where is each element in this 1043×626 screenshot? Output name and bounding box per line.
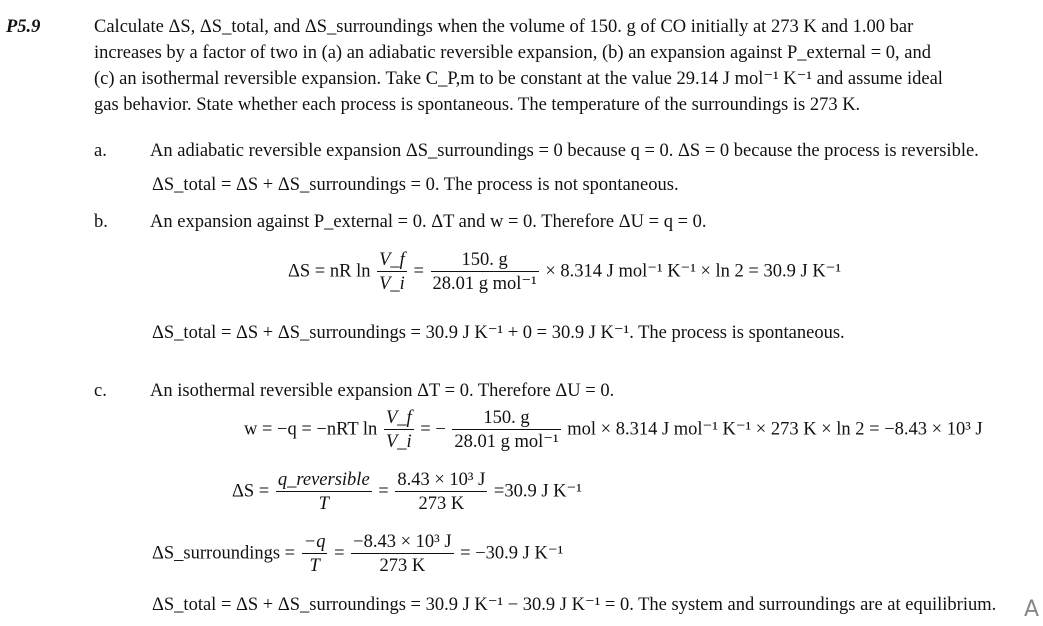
part-c-moles-fraction (452, 408, 560, 453)
statement-line-3: (c) an isothermal reversible expansion. Take C_P,m to be constant at the value 29.14 J mol⁻¹ K⁻¹ and assume ideal (94, 69, 943, 89)
part-c-qrev-over-t (276, 470, 372, 515)
part-c-temp2: 273 K (379, 556, 426, 577)
statement-line-4: gas behavior. State whether each process is spontaneous. The temperature of the surroundings is 273 K. (94, 95, 861, 115)
part-b-vi: V_i (379, 274, 405, 295)
part-b-vf: V_f (377, 250, 407, 272)
part-c-mass: 150. g (452, 408, 560, 430)
part-c-line-1: An isothermal reversible expansion ΔT = 0. Therefore ΔU = 0. (150, 381, 615, 401)
problem-statement (94, 14, 1024, 118)
part-c-negq: −q (302, 532, 328, 554)
part-c-heat-over-temp (395, 470, 487, 515)
statement-line-1: Calculate ΔS, ΔS_total, and ΔS_surroundings when the volume of 150. g of CO initially at 273 K and 1.00 bar (94, 17, 914, 37)
part-c-s-lhs: ΔS = (232, 481, 270, 502)
statement-line-2: increases by a factor of two in (a) an adiabatic reversible expansion, (b) an expansion against P_external = 0, and (94, 43, 931, 63)
part-c-sur-lhs: ΔS_surroundings = (152, 543, 296, 564)
part-b-line-1: An expansion against P_external = 0. ΔT and w = 0. Therefore ΔU = q = 0. (150, 212, 707, 232)
part-b-label: b. (94, 212, 108, 232)
part-c-qrev: q_reversible (276, 470, 372, 492)
part-b-eq-rhs: × 8.314 J mol⁻¹ K⁻¹ × ln 2 = 30.9 J K⁻¹ (545, 261, 841, 282)
part-c-entropy-equation: ΔS = $\frac{\text{q\_reversible}}{T}$ = $\frac{\text{8.43 × 10³ J}}{273 K}$ =30.9 J K⁻¹ (232, 470, 582, 515)
part-c-t: T (318, 494, 329, 515)
part-a-line-2: ΔS_total = ΔS + ΔS_surroundings = 0. The process is not spontaneous. (152, 175, 679, 195)
part-b-entropy-equation: ΔS = nR ln $\frac{V\_f}{V\_i}$ = $\frac{150. g}{\text{28.01 g mol⁻¹}}$ × 8.314 J mol⁻¹ K⁻¹ × ln 2 = 30.9 J K⁻¹ (288, 250, 841, 295)
part-c-w-lhs: w = −q = −nRT ln (244, 419, 378, 440)
part-b-mass: 150. g (431, 250, 539, 272)
part-c-work-equation: w = −q = −nRT ln $\frac{V\_f}{V\_i}$ = − $\frac{150. g}{\text{28.01 g mol⁻¹}}$ mol × 8.314 J mol⁻¹ K⁻¹ × 273 K × ln 2 = −8.43 × 10³ J (244, 408, 983, 453)
part-c-total: ΔS_total = ΔS + ΔS_surroundings = 30.9 J K⁻¹ − 30.9 J K⁻¹ = 0. The system and surroundings are at equilibrium. (152, 595, 997, 615)
part-c-vi: V_i (385, 432, 412, 453)
part-c-negheat-over-temp (351, 532, 453, 577)
part-c-temp: 273 K (418, 494, 465, 515)
part-c-negheat: −8.43 × 10³ J (351, 532, 453, 554)
part-a-label: a. (94, 141, 107, 161)
part-c-volume-ratio (384, 408, 414, 453)
problem-number: P5.9 (6, 17, 41, 37)
part-c-label: c. (94, 381, 107, 401)
part-b-total: ΔS_total = ΔS + ΔS_surroundings = 30.9 J K⁻¹ + 0 = 30.9 J K⁻¹. The process is spontaneous. (152, 323, 845, 343)
part-c-heat: 8.43 × 10³ J (395, 470, 487, 492)
part-c-sur-rhs: = −30.9 J K⁻¹ (460, 543, 564, 564)
part-b-molar-mass: 28.01 g mol⁻¹ (432, 274, 537, 295)
part-c-molar-mass: 28.01 g mol⁻¹ (454, 432, 559, 453)
part-c-w-rhs: mol × 8.314 J mol⁻¹ K⁻¹ × 273 K × ln 2 = −8.43 × 10³ J (567, 419, 983, 440)
part-b-volume-ratio (377, 250, 407, 295)
part-c-negq-over-t (302, 532, 328, 577)
part-c-s-rhs: =30.9 J K⁻¹ (493, 481, 582, 502)
part-a-line-1: An adiabatic reversible expansion ΔS_surroundings = 0 because q = 0. ΔS = 0 because the process is reversible. (150, 141, 979, 161)
corner-mark: A (1023, 597, 1039, 622)
part-c-t2: T (309, 556, 320, 577)
part-b-eq-lhs: ΔS = nR ln (288, 261, 371, 282)
part-c-vf: V_f (384, 408, 414, 430)
part-c-surroundings-equation: ΔS_surroundings = $\frac{-q}{T}$ = $\frac{\text{−8.43 × 10³ J}}{273 K}$ = −30.9 J K⁻¹ (152, 532, 564, 577)
part-b-moles-fraction (431, 250, 539, 295)
